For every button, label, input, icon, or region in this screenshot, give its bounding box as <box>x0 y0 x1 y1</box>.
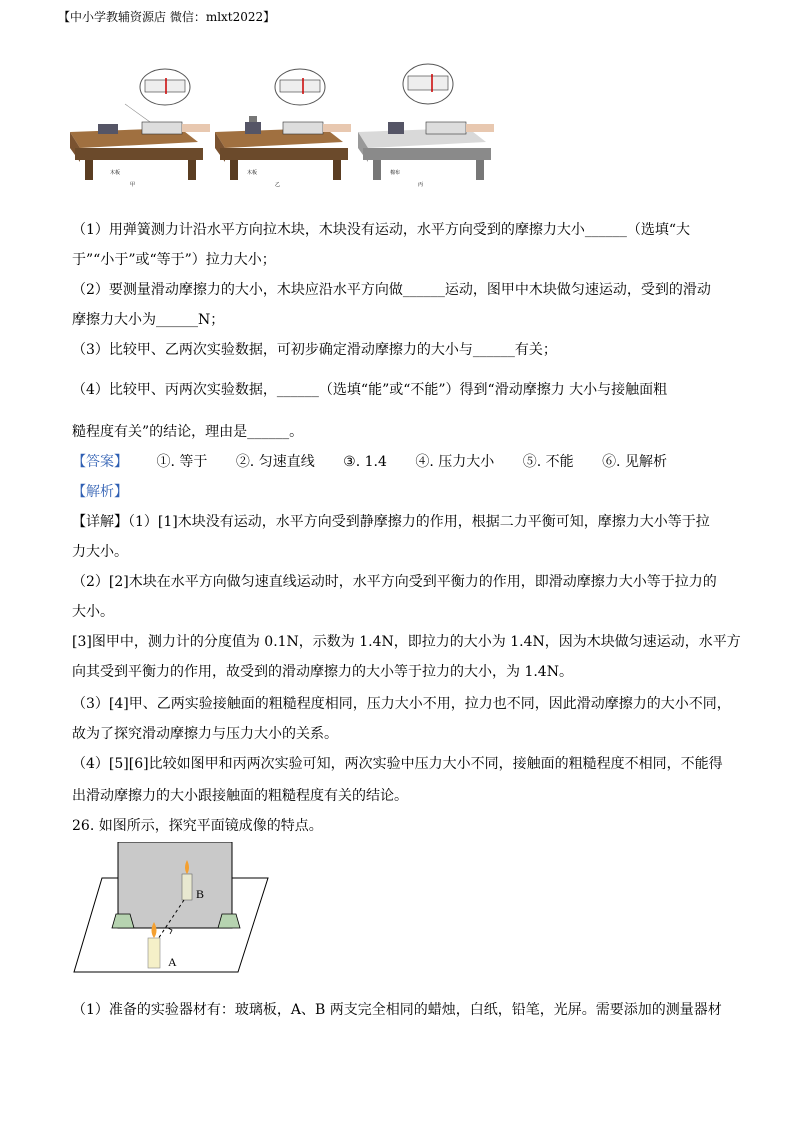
question-2-line-2: 摩擦力大小为______N； <box>72 312 225 328</box>
question-2-line-1: （2）要测量滑动摩擦力的大小，木块应沿水平方向做______运动，图甲中木块做匀速运动，受到的滑动 <box>72 282 711 298</box>
friction-experiment-figure <box>70 62 500 187</box>
detail-line-10: 出滑动摩擦力的大小跟接触面的粗糙程度有关的结论。 <box>72 788 408 804</box>
caption-yi: 乙 <box>275 182 281 187</box>
answer-item-1: ①. 等于 <box>156 454 208 470</box>
answer-line <box>72 452 667 472</box>
surface-label-yi: 木板 <box>247 170 258 176</box>
question-26-title: 26. 如图所示，探究平面镜成像的特点。 <box>72 818 323 834</box>
detail-line-1: 【详解】（1）[1]木块没有运动，水平方向受到静摩擦力的作用，根据二力平衡可知，摩擦力大小等于拉 <box>72 514 710 530</box>
detail-line-5: [3]图甲中，测力计的分度值为 0.1N，示数为 1.4N，即拉力的大小为 1.4N，因为木块做匀速运动，水平方 <box>72 634 741 650</box>
surface-label-jia: 木板 <box>110 170 121 176</box>
detail-line-6: 向其受到平衡力的作用，故受到的滑动摩擦力的大小等于拉力的大小，为 1.4N。 <box>72 664 573 680</box>
answer-item-6: ⑥. 见解析 <box>602 454 667 470</box>
question-4-line-1: （4）比较甲、丙两次实验数据，______（选填“能”或“不能”）得到“滑动摩擦力 大小与接触面粗 <box>72 382 668 398</box>
label-b: B <box>196 887 205 901</box>
analysis-label: 【解析】 <box>72 484 128 500</box>
label-a: A <box>168 955 177 969</box>
answer-item-5: ⑤. 不能 <box>522 454 574 470</box>
question-3: （3）比较甲、乙两次实验数据，可初步确定滑动摩擦力的大小与______有关； <box>72 342 557 358</box>
answer-item-4: ④. 压力大小 <box>415 454 495 470</box>
answer-item-2: ②. 匀速直线 <box>235 454 315 470</box>
panel-jia <box>70 69 210 187</box>
panel-bing <box>358 64 494 187</box>
question-1-line-2: 于”“小于”或“等于”）拉力大小； <box>72 252 276 268</box>
detail-line-3: （2）[2]木块在水平方向做匀速直线运动时，水平方向受到平衡力的作用，即滑动摩擦力大小等于拉力的 <box>72 574 717 590</box>
surface-label-bing: 棉布 <box>390 170 401 176</box>
detail-line-8: 故为了探究滑动摩擦力与压力大小的关系。 <box>72 726 338 742</box>
question-4-line-2: 糙程度有关”的结论，理由是______。 <box>72 424 304 440</box>
caption-bing: 丙 <box>418 182 424 187</box>
detail-line-4: 大小。 <box>72 604 114 620</box>
detail-line-7: （3）[4]甲、乙两实验接触面的粗糙程度相同，压力大小不用，拉力也不同，因此滑动摩擦力的大小不同， <box>72 696 731 712</box>
question-1-line-1: （1）用弹簧测力计沿水平方向拉木块，木块没有运动，水平方向受到的摩擦力大小______（选填“大 <box>72 222 691 238</box>
detail-line-9: （4）[5][6]比较如图甲和丙两次实验可知，两次实验中压力大小不同，接触面的粗糙程度不相同，不能得 <box>72 756 723 772</box>
answer-label: 【答案】 <box>72 454 128 470</box>
page-header: 【中小学教辅资源店 微信：mlxt2022】 <box>58 10 276 24</box>
answer-item-3: ③. 1.4 <box>343 454 387 470</box>
question-26-part-1: （1）准备的实验器材有：玻璃板，A、B 两支完全相同的蜡烛，白纸，铅笔，光屏。需要添加的测量器材 <box>72 1002 722 1018</box>
panel-yi <box>215 69 351 187</box>
detail-line-2: 力大小。 <box>72 544 128 560</box>
caption-jia: 甲 <box>130 182 136 187</box>
plane-mirror-figure <box>72 842 272 978</box>
